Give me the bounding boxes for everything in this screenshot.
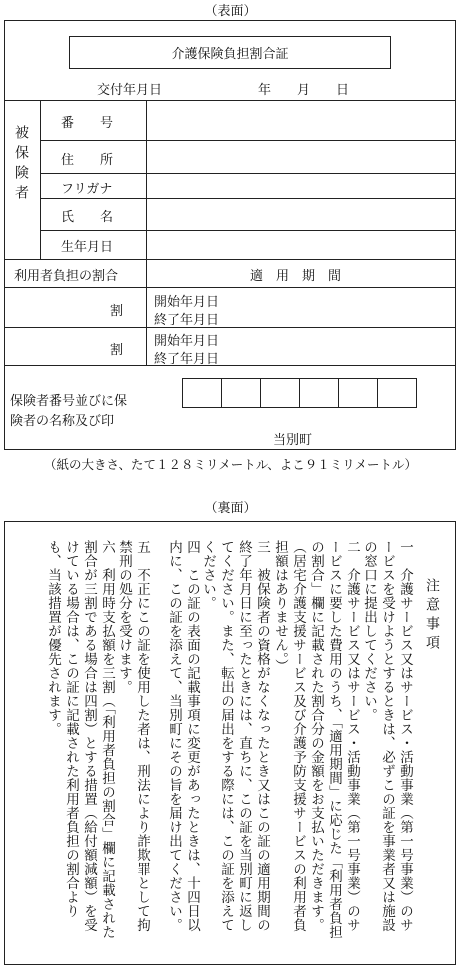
period-header: 適 用 期 間 (250, 269, 342, 284)
note-item-3: 三 被保険者の資格がなくなったとき又はこの証の適用期間の終了年月日に至ったときには、直ちに、この証を当別町に返してください。また、転出の届出をする際には、この証を添えてください。 (200, 540, 270, 932)
issue-date-value: 年 月 日 (258, 83, 350, 98)
front-side-label: （表面） (204, 4, 257, 19)
field-address-label: 住 所 (61, 153, 114, 168)
ratio-header: 利用者負担の割合 (14, 269, 119, 284)
ratio-row-1: 割 (110, 304, 124, 319)
end-date-row-2: 終了年月日 (154, 352, 220, 367)
insurer-name: 当別町 (273, 433, 313, 448)
note-item-6: 六 利用時支払額を三割（「利用者負担の割合」欄に記載された割合が三割である場合は四割）とする措置（給付額減額）を受けている場合は、この証に記載された利用者負担の割合よりも、当該措置が優先されます。 (45, 540, 115, 940)
paper-size-note: （紙の大きさ、たて１２８ミリメートル、よこ９１ミリメートル） (43, 457, 417, 472)
insurer-number-box (221, 378, 261, 408)
insurer-number-box (299, 378, 339, 408)
start-date-row-2: 開始年月日 (154, 334, 220, 349)
notes-heading: 注意事項 (424, 578, 440, 654)
back-side-label: （裏面） (204, 501, 257, 516)
issue-date-label: 交付年月日 (97, 83, 163, 98)
field-name-label: 氏 名 (61, 210, 114, 225)
field-number-label: 番 号 (61, 116, 114, 131)
certificate-title: 介護保険負担割合証 (69, 36, 391, 69)
note-item-4: 四 この証の表面の記載事項に変更があったときは、十四日以内に、この証を添えて、当別町にその旨を届け出てください。 (166, 540, 200, 932)
note-item-1: 一 介護サービス又はサービス・活動事業（第一号事業）のサービスを受けようとするときは、必ずこの証を事業者又は施設の窓口に提出してください。 (361, 540, 413, 932)
insurer-label-line2: 険者の名称及び印 (10, 414, 115, 429)
end-date-row-1: 終了年月日 (154, 313, 220, 328)
insurer-number-box (182, 378, 222, 408)
start-date-row-1: 開始年月日 (154, 295, 220, 310)
field-furigana-label: フリガナ (61, 182, 113, 197)
ratio-row-2: 割 (110, 343, 124, 358)
insurer-label-line1: 保険者番号並びに保 (10, 394, 128, 409)
note-item-2: 二 介護サービス又はサービス・活動事業（第一号事業）のサービスに要した費用のうち、「適用期間」に応じた「利用者負担の割合」欄に記載された割合分の金額をお支払いただきます。（居宅介護支援サービス及び介護予防支援サービスの利用者負担額はありません。） (272, 540, 360, 940)
note-item-5: 五 不正にこの証を使用した者は、刑法により詐欺罪として拘禁刑の処分を受けます。 (116, 540, 150, 932)
field-birthdate-label: 生年月日 (61, 240, 114, 255)
insurer-number-box (260, 378, 300, 408)
insurer-number-box (338, 378, 378, 408)
insurer-number-box (377, 378, 417, 408)
insured-label: 被保険者 (13, 125, 29, 205)
